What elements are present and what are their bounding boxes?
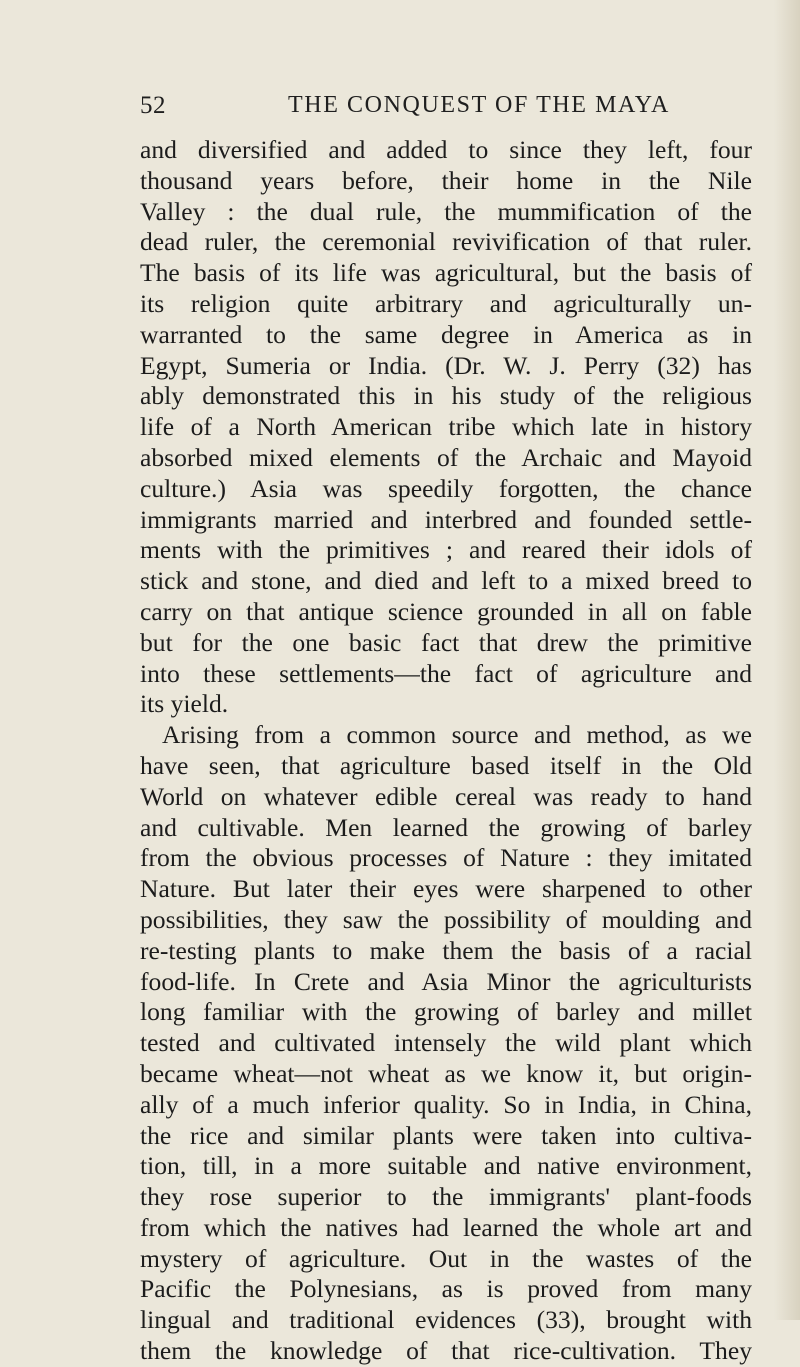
text-line: lingual and traditional evidences (33), brought with xyxy=(140,1305,752,1335)
text-line: and cultivable. Men learned the growing of barley xyxy=(140,812,752,842)
text-line: culture.) Asia was speedily forgotten, the chance xyxy=(140,473,752,503)
text-line: Egypt, Sumeria or India. (Dr. W. J. Perry (32) has xyxy=(140,350,752,380)
text-line: immigrants married and interbred and founded settle- xyxy=(140,504,752,534)
text-line: carry on that antique science grounded in all on fable xyxy=(140,596,752,626)
text-line: warranted to the same degree in America as in xyxy=(140,319,752,349)
text-line: from which the natives had learned the whole art and xyxy=(140,1212,752,1242)
paragraph-first-line: Arising from a common source and method, as we xyxy=(162,720,752,750)
running-title: THE CONQUEST OF THE MAYA xyxy=(288,92,670,118)
text-line: food-life. In Crete and Asia Minor the agriculturists xyxy=(140,966,752,996)
running-head xyxy=(140,92,740,128)
text-line: tested and cultivated intensely the wild plant which xyxy=(140,1028,752,1058)
text-line: stick and stone, and died and left to a mixed breed to xyxy=(140,566,752,596)
text-line: and diversified and added to since they left, four xyxy=(140,135,752,164)
text-line: long familiar with the growing of barley and millet xyxy=(140,997,752,1027)
text-line: became wheat—not wheat as we know it, but origin- xyxy=(140,1058,752,1088)
text-line: its religion quite arbitrary and agriculturally un- xyxy=(140,288,752,318)
page-edge-shadow xyxy=(774,0,800,1320)
text-line: ably demonstrated this in his study of the religious xyxy=(140,381,752,411)
text-line: from the obvious processes of Nature : they imitated xyxy=(140,843,752,873)
text-line: into these settlements—the fact of agriculture and xyxy=(140,658,752,688)
text-line: The basis of its life was agricultural, but the basis of xyxy=(140,258,752,288)
text-line: ments with the primitives ; and reared their idols of xyxy=(140,535,752,565)
page-number: 52 xyxy=(140,92,166,119)
text-line: re-testing plants to make them the basis of a racial xyxy=(140,935,752,965)
text-line: Pacific the Polynesians, as is proved from many xyxy=(140,1274,752,1304)
text-line: the rice and similar plants were taken into cultiva- xyxy=(140,1120,752,1150)
text-line: they rose superior to the immigrants' plant-foods xyxy=(140,1182,752,1212)
text-line: them the knowledge of that rice-cultivation. They xyxy=(140,1336,752,1366)
text-line: mystery of agriculture. Out in the wastes of the xyxy=(140,1243,752,1273)
text-line: Nature. But later their eyes were sharpened to other xyxy=(140,874,752,904)
text-line: ally of a much inferior quality. So in India, in China, xyxy=(140,1089,752,1119)
text-line: Valley : the dual rule, the mummification of the xyxy=(140,196,752,226)
paragraph-last-line: its yield. xyxy=(140,689,229,719)
text-line: tion, till, in a more suitable and native environment, xyxy=(140,1151,752,1181)
text-line: have seen, that agriculture based itself in the Old xyxy=(140,750,752,780)
text-line: thousand years before, their home in the Nile xyxy=(140,165,752,195)
text-line: World on whatever edible cereal was ready to hand xyxy=(140,781,752,811)
text-line: absorbed mixed elements of the Archaic and Mayoid xyxy=(140,442,752,472)
text-line: but for the one basic fact that drew the primitive xyxy=(140,627,752,657)
text-line: possibilities, they saw the possibility of moulding and xyxy=(140,904,752,934)
body-text xyxy=(140,135,752,1367)
text-line: life of a North American tribe which late in history xyxy=(140,412,752,442)
text-line: dead ruler, the ceremonial revivification of that ruler. xyxy=(140,227,752,257)
